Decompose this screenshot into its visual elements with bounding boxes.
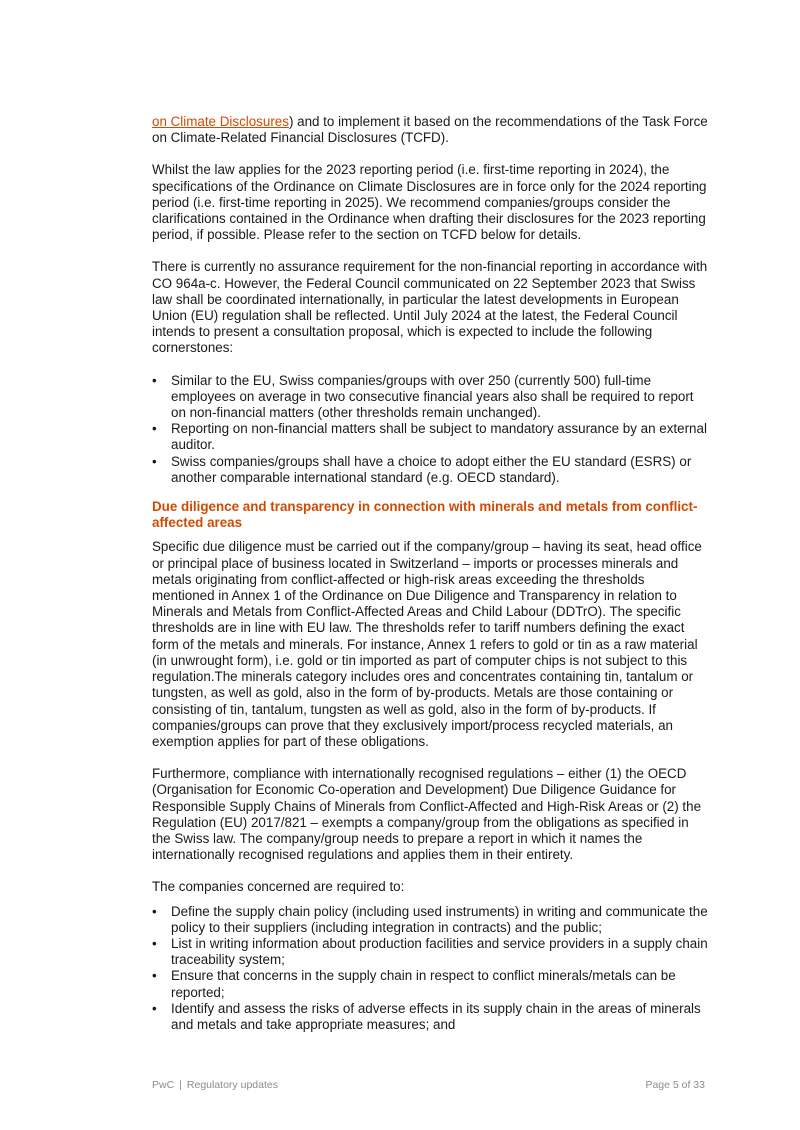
bullet-icon: •	[152, 1000, 157, 1016]
paragraph-requirements-intro: The companies concerned are required to:	[152, 879, 405, 895]
cornerstones-list	[152, 373, 708, 486]
bullet-icon: •	[152, 453, 157, 469]
bullet-icon: •	[152, 421, 157, 437]
intro-paragraph	[152, 114, 708, 146]
footer-separator: |	[179, 1079, 182, 1091]
climate-disclosures-link[interactable]: on Climate Disclosures	[152, 114, 289, 129]
footer-left	[152, 1079, 278, 1091]
bullet-icon: •	[152, 903, 157, 919]
section-heading: Due diligence and transparency in connection with minerals and metals from conflict-affected areas	[152, 499, 698, 531]
bullet-icon: •	[152, 968, 157, 984]
paragraph-due-diligence: Specific due diligence must be carried out if the company/group – having its seat, head office or principal place of business located in Switzerland – imports or processes minerals and metals originating from conflict-affected or high-risk areas exceeding the thresholds mentioned in Annex 1 of the Ordinance on Due Diligence and Transparency in relation to Minerals and Metals from Conflict-Affected Areas and Child Labour (DDTrO). The specific thresholds are in line with EU law. The thresholds refer to tariff numbers defining the exact form of the metals and minerals. For instance, Annex 1 refers to gold or tin as a raw material (in unwrought form), i.e. gold or tin imported as part of computer chips is not subject to this regulation.The minerals category includes ores and concentrates containing tin, tantalum or tungsten, as well as gold, also in the form of by-products. Metals are those containing or consisting of tin, tantalum, tungsten as well as gold, also in the form of by-products. If companies/groups can prove that they exclusively import/process recycled materials, an exemption applies for part of these obligations.	[152, 539, 702, 749]
list-item: • List in writing information about production facilities and service providers in a supply chain traceability system;	[152, 935, 708, 968]
list-item: • Swiss companies/groups shall have a choice to adopt either the EU standard (ESRS) or another comparable international standard (e.g. OECD standard).	[152, 453, 692, 485]
bullet-icon: •	[152, 372, 157, 388]
paragraph-assurance: There is currently no assurance requirement for the non-financial reporting in accordance with CO 964a-c. However, the Federal Council communicated on 22 September 2023 that Swiss law shall be coordinated internationally, in particular the latest developments in European Union (EU) regulation shall be reflected. Until July 2024 at the latest, the Federal Council intends to present a consultation proposal, which is expected to include the following cornerstones:	[152, 259, 708, 356]
page-number: Page 5 of 33	[645, 1079, 705, 1091]
list-item: • Define the supply chain policy (including used instruments) in writing and communicate the policy to their suppliers (including integration in contracts) and the public;	[152, 903, 708, 935]
intro-text: ) and to implement it based on the recommendations of the Task Force on Climate-Related Financial Disclosures (TCFD).	[152, 114, 708, 146]
list-item: • Reporting on non-financial matters shall be subject to mandatory assurance by an external auditor.	[152, 421, 707, 453]
list-item: • Ensure that concerns in the supply chain in respect to conflict minerals/metals can be reported;	[152, 968, 676, 1000]
footer-section: Regulatory updates	[186, 1079, 278, 1091]
requirements-list	[152, 904, 708, 1034]
list-item: • Identify and assess the risks of adverse effects in its supply chain in the areas of minerals and metals and take appropriate measures; and	[152, 1000, 701, 1032]
footer-brand: PwC	[152, 1079, 175, 1091]
document-page	[152, 114, 708, 1033]
list-item: • Similar to the EU, Swiss companies/groups with over 250 (currently 500) full-time employees on average in two consecutive financial years also shall be required to report on non-financial matters (other thresholds remain unchanged).	[152, 372, 694, 421]
paragraph-exemption: Furthermore, compliance with internationally recognised regulations – either (1) the OECD (Organisation for Economic Co-operation and Development) Due Diligence Guidance for Responsible Supply Chains of Minerals from Conflict-Affected and High-Risk Areas or (2) the Regulation (EU) 2017/821 – exempts a company/group from the obligations as specified in the Swiss law. The company/group needs to prepare a report in which it names the internationally recognised regulations and applies them in their entirety.	[152, 766, 702, 863]
paragraph-reporting-period: Whilst the law applies for the 2023 reporting period (i.e. first-time reporting in 2024), the specifications of the Ordinance on Climate Disclosures are in force only for the 2024 reporting period (i.e. first-time reporting in 2025). We recommend companies/groups consider the clarifications contained in the Ordinance when drafting their disclosures for the 2023 reporting period, if possible. Please refer to the section on TCFD below for details.	[152, 162, 707, 243]
bullet-icon: •	[152, 935, 157, 951]
page-footer	[152, 1079, 705, 1091]
